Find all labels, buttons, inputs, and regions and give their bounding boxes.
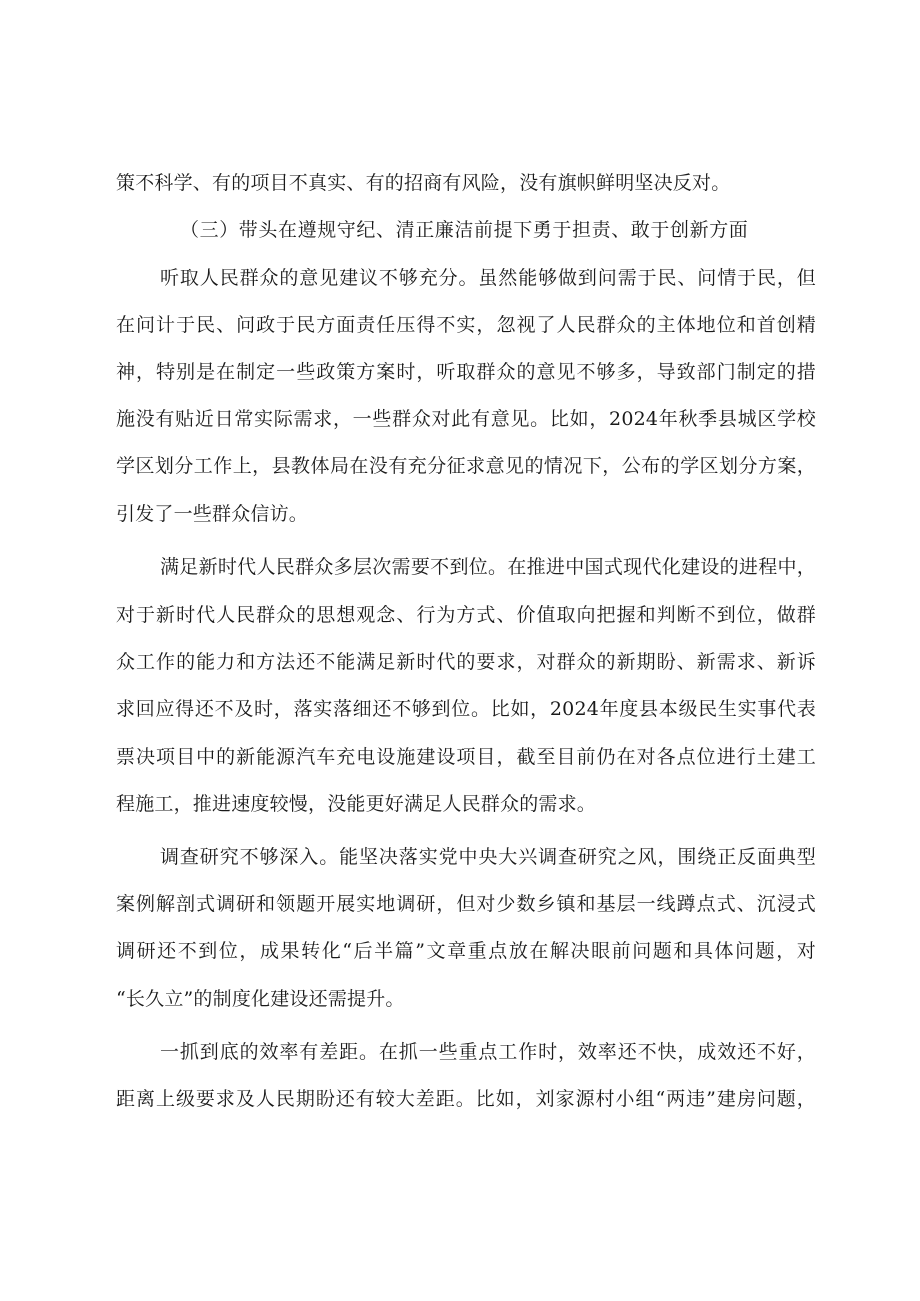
- paragraph-1-line-2: 在问计于民、问政于民方面责任压得不实，忽视了人民群众的主体地位和首创精: [116, 314, 816, 336]
- paragraph-1-line-5: 学区划分工作上，县教体局在没有充分征求意见的情况下，公布的学区划分方案，: [116, 455, 816, 477]
- paragraph-3-line-1: 调查研究不够深入。能坚决落实党中央大兴调查研究之风，围绕正反面典型: [160, 846, 816, 868]
- paragraph-continuation-line: 策不科学、有的项目不真实、有的招商有风险，没有旗帜鲜明坚决反对。: [116, 172, 731, 194]
- paragraph-1-line-3: 神，特别是在制定一些政策方案时，听取群众的意见不够多，导致部门制定的措: [116, 361, 816, 383]
- paragraph-2-line-2: 对于新时代人民群众的思想观念、行为方式、价值取向把握和判断不到位，做群: [116, 604, 816, 626]
- paragraph-4-line-2: 距离上级要求及人民期盼还有较大差距。比如，刘家源村小组“两违”建房问题，: [116, 1088, 816, 1110]
- paragraph-3-line-4: “长久立”的制度化建设还需提升。: [116, 988, 405, 1010]
- paragraph-2-line-4: 求回应得还不及时，落实落细还不够到位。比如，2024年度县本级民生实事代表: [116, 698, 816, 720]
- paragraph-2-line-3: 众工作的能力和方法还不能满足新时代的要求，对群众的新期盼、新需求、新诉: [116, 651, 816, 673]
- paragraph-2-line-5: 票决项目中的新能源汽车充电设施建设项目，截至目前仍在对各点位进行土建工: [116, 746, 816, 768]
- paragraph-1-line-6: 引发了一些群众信访。: [116, 503, 309, 525]
- paragraph-4-line-1: 一抓到底的效率有差距。在抓一些重点工作时，效率还不快，成效还不好，: [160, 1041, 816, 1063]
- paragraph-1-line-4: 施没有贴近日常实际需求，一些群众对此有意见。比如，2024年秋季县城区学校: [116, 408, 816, 430]
- paragraph-1-line-1: 听取人民群众的意见建议不够充分。虽然能够做到问需于民、问情于民，但: [160, 267, 816, 289]
- paragraph-2-line-1: 满足新时代人民群众多层次需要不到位。在推进中国式现代化建设的进程中，: [160, 556, 816, 578]
- paragraph-3-line-3: 调研还不到位，成果转化“后半篇”文章重点放在解决眼前问题和具体问题，对: [116, 940, 816, 962]
- paragraph-3-line-2: 案例解剖式调研和领题开展实地调研，但对少数乡镇和基层一线蹲点式、沉浸式: [116, 893, 816, 915]
- paragraph-2-line-6: 程施工，推进速度较慢，没能更好满足人民群众的需求。: [116, 793, 597, 815]
- section-heading: （三）带头在遵规守纪、清正廉洁前提下勇于担责、敢于创新方面: [180, 219, 749, 241]
